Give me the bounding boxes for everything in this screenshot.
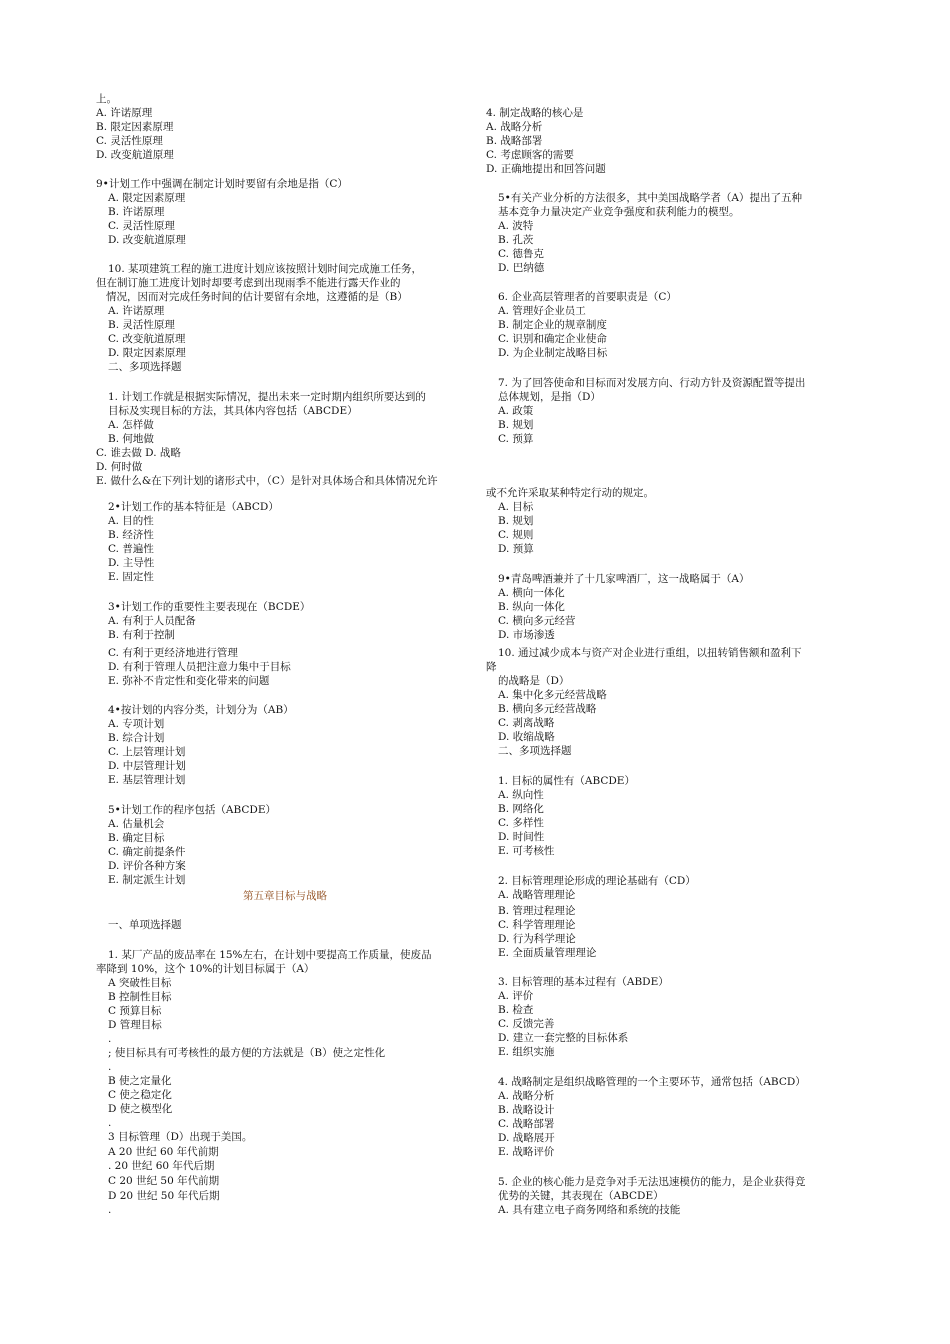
text-line: B. 网络化 (498, 803, 544, 815)
text-line: 3. 目标管理的基本过程有（ABDE） (498, 976, 669, 988)
text-line: A. 限定因素原理 (108, 192, 186, 204)
text-line: A. 纵向性 (498, 789, 544, 801)
text-line: C. 科学管理理论 (498, 919, 576, 931)
text-line: 二、多项选择题 (108, 361, 182, 373)
text-line: B. 经济性 (108, 529, 154, 541)
text-line: D. 改变航道原理 (108, 234, 186, 246)
text-line: 优势的关键，其表现在（ABCDE） (498, 1190, 664, 1202)
text-line: A. 政策 (498, 405, 534, 417)
text-line: 1. 目标的属性有（ABCDE） (498, 775, 635, 787)
chapter-title: 第五章目标与战略 (243, 890, 327, 902)
text-line: A. 战略分析 (486, 121, 543, 133)
text-line: A. 专项计划 (108, 718, 165, 730)
text-line: 9•计划工作中强调在制定计划时要留有余地是指（C） (96, 178, 348, 190)
text-line: D 管理目标 (108, 1019, 162, 1031)
text-line: 基本竞争力量决定产业竞争强度和获利能力的模型。 (498, 206, 740, 218)
text-line: D. 为企业制定战略目标 (498, 347, 608, 359)
text-line: A. 战略分析 (498, 1090, 555, 1102)
text-line: A. 战略管理理论 (498, 889, 576, 901)
text-line: C. 改变航道原理 (108, 333, 186, 345)
text-line: A. 许诺原理 (96, 107, 153, 119)
text-line: C. 有利于更经济地进行管理 (108, 647, 238, 659)
text-line: B. 检查 (498, 1004, 534, 1016)
text-line: C. 上层管理计划 (108, 746, 186, 758)
text-line: . 20 世纪 60 年代后期 (108, 1160, 215, 1172)
text-line: E. 制定派生计划 (108, 874, 186, 886)
text-line: 5•有关产业分析的方法很多，其中美国战略学者（A）提出了五种 (498, 192, 802, 204)
text-line: B. 规划 (498, 419, 534, 431)
text-line: . (108, 1061, 112, 1073)
text-line: C. 预算 (498, 433, 534, 445)
text-line: A. 评价 (498, 990, 534, 1002)
text-line: B. 战略设计 (498, 1104, 555, 1116)
text-line: C. 识别和确定企业使命 (498, 333, 607, 345)
text-line: B. 战略部署 (486, 135, 543, 147)
text-line: C. 德鲁克 (498, 248, 544, 260)
text-line: B. 何地做 (108, 433, 154, 445)
text-line: B. 纵向一体化 (498, 601, 565, 613)
text-line: E. 组织实施 (498, 1046, 555, 1058)
text-line: D. 评价各种方案 (108, 860, 186, 872)
text-line: 5. 企业的核心能力是竞争对手无法迅速模仿的能力，是企业获得竞 (498, 1176, 806, 1188)
text-line: A. 具有建立电子商务网络和系统的技能 (498, 1204, 681, 1216)
text-line: 2•计划工作的基本特征是（ABCD） (108, 501, 279, 513)
text-line: 总体规划，是指（D） (498, 391, 601, 403)
text-line: D. 中层管理计划 (108, 760, 186, 772)
text-line: E. 基层管理计划 (108, 774, 186, 786)
text-line: 3 目标管理（D）出现于美国。 (108, 1131, 253, 1143)
text-line: D. 收缩战略 (498, 731, 555, 743)
text-line: A. 集中化多元经营战略 (498, 689, 607, 701)
text-line: A. 目标 (498, 501, 534, 513)
text-line: C. 多样性 (498, 817, 544, 829)
text-line: C. 确定前提条件 (108, 846, 186, 858)
text-line: B. 确定目标 (108, 832, 165, 844)
text-line: B. 孔茨 (498, 234, 534, 246)
text-line: A. 怎样做 (108, 419, 154, 431)
text-line: C 使之稳定化 (108, 1089, 172, 1101)
text-line: C. 灵活性原理 (96, 135, 163, 147)
text-line: D. 正确地提出和回答问题 (486, 163, 606, 175)
text-line: A 20 世纪 60 年代前期 (108, 1146, 219, 1158)
text-line: B. 规划 (498, 515, 534, 527)
text-line: D. 何时做 (96, 461, 143, 473)
text-line: . (108, 1204, 112, 1216)
text-line: A. 有利于人员配备 (108, 615, 196, 627)
text-line: C. 规则 (498, 529, 534, 541)
text-line: 一、单项选择题 (108, 919, 182, 931)
text-line: D. 主导性 (108, 557, 155, 569)
text-line: A. 管理好企业员工 (498, 305, 586, 317)
text-line: E. 战略评价 (498, 1146, 555, 1158)
text-line: C 20 世纪 50 年代前期 (108, 1175, 220, 1187)
text-line: A. 波特 (498, 220, 534, 232)
text-line: 3•计划工作的重要性主要表现在（BCDE） (108, 601, 311, 613)
text-line: D. 市场渗透 (498, 629, 555, 641)
text-line: B. 制定企业的规章制度 (498, 319, 607, 331)
text-line: B. 综合计划 (108, 732, 165, 744)
text-line: ; 使目标具有可考核性的最方便的方法就是（B）使之定性化 (108, 1047, 386, 1059)
text-line: C. 剥离战略 (498, 717, 555, 729)
text-line: 4. 制定战略的核心是 (486, 107, 584, 119)
text-line: C. 普遍性 (108, 543, 154, 555)
text-line: 但在制订施工进度计划时却要考虑到出现雨季不能进行露天作业的 (96, 277, 401, 289)
text-line: D. 行为科学理论 (498, 933, 576, 945)
text-line: 10. 某项建筑工程的施工进度计划应该按照计划时间完成施工任务， (108, 263, 423, 275)
text-line: D 20 世纪 50 年代后期 (108, 1190, 220, 1202)
text-line: B. 有利于控制 (108, 629, 175, 641)
text-line: 率降到 10%，这个 10%的计划目标属于（A） (96, 963, 315, 975)
text-line: D 使之模型化 (108, 1103, 173, 1115)
text-line: 6. 企业高层管理者的首要职责是（C） (498, 291, 677, 303)
text-line: B. 灵活性原理 (108, 319, 175, 331)
text-line: B. 横向多元经营战略 (498, 703, 597, 715)
text-line: E. 固定性 (108, 571, 154, 583)
text-line: 1. 计划工作就是根据实际情况，提出未来一定时期内组织所要达到的 (108, 391, 426, 403)
text-line: 情况，因而对完成任务时间的估计要留有余地，这遵循的是（B） (106, 291, 408, 303)
text-line: 4•按计划的内容分类，计划分为（AB） (108, 704, 294, 716)
text-line: 1. 某厂产品的废品率在 15%左右，在计划中要提高工作质量，使废品 (108, 949, 432, 961)
text-line: 上。 (96, 93, 117, 105)
text-line: 降 (486, 661, 497, 673)
text-line: 4. 战略制定是组织战略管理的一个主要环节，通常包括（ABCD） (498, 1076, 806, 1088)
text-line: 目标及实现目标的方法，其具体内容包括（ABCDE） (108, 405, 358, 417)
text-line: 10. 通过减少成本与资产对企业进行重组，以扭转销售额和盈利下 (498, 647, 802, 659)
text-line: D. 限定因素原理 (108, 347, 186, 359)
text-line: 7. 为了回答使命和目标而对发展方向、行动方针及资源配置等提出 (498, 377, 806, 389)
text-line: E. 全面质量管理理论 (498, 947, 597, 959)
text-line: 2. 目标管理理论形成的理论基础有（CD） (498, 875, 696, 887)
text-line: 或不允许采取某种特定行动的规定。 (486, 487, 654, 499)
text-line: D. 建立一套完整的目标体系 (498, 1032, 629, 1044)
text-line: B. 许诺原理 (108, 206, 165, 218)
text-line: E. 可考核性 (498, 845, 555, 857)
text-line: B 控制性目标 (108, 991, 172, 1003)
text-line: B 使之定量化 (108, 1075, 172, 1087)
text-line: B. 管理过程理论 (498, 905, 576, 917)
text-line: A. 横向一体化 (498, 587, 565, 599)
text-line: 的战略是（D） (498, 675, 570, 687)
text-line: . (108, 1117, 112, 1129)
text-line: A. 估量机会 (108, 818, 165, 830)
text-line: C. 考虑顾客的需要 (486, 149, 574, 161)
text-line: A 突破性目标 (108, 977, 172, 989)
text-line: C. 谁去做 D. 战略 (96, 447, 181, 459)
text-line: D. 时间性 (498, 831, 545, 843)
text-line: E. 弥补不肯定性和变化带来的问题 (108, 675, 270, 687)
text-line: C. 横向多元经营 (498, 615, 576, 627)
text-line: D. 预算 (498, 543, 534, 555)
text-line: D. 改变航道原理 (96, 149, 174, 161)
text-line: D. 巴纳德 (498, 262, 545, 274)
text-line: . (108, 1033, 112, 1045)
text-line: C 预算目标 (108, 1005, 162, 1017)
text-line: 5•计划工作的程序包括（ABCDE） (108, 804, 276, 816)
text-line: D. 有利于管理人员把注意力集中于目标 (108, 661, 291, 673)
text-line: A. 许诺原理 (108, 305, 165, 317)
text-line: E. 做什么&在下列计划的诸形式中，（C）是针对具体场合和具体情况允许 (96, 475, 438, 487)
text-line: C. 灵活性原理 (108, 220, 175, 232)
text-line: 9•青岛啤酒兼并了十几家啤酒厂，这一战略属于（A） (498, 573, 750, 585)
text-line: 二、多项选择题 (498, 745, 572, 757)
text-line: C. 战略部署 (498, 1118, 555, 1130)
text-line: C. 反馈完善 (498, 1018, 555, 1030)
text-line: B. 限定因素原理 (96, 121, 174, 133)
text-line: D. 战略展开 (498, 1132, 555, 1144)
text-line: A. 目的性 (108, 515, 154, 527)
